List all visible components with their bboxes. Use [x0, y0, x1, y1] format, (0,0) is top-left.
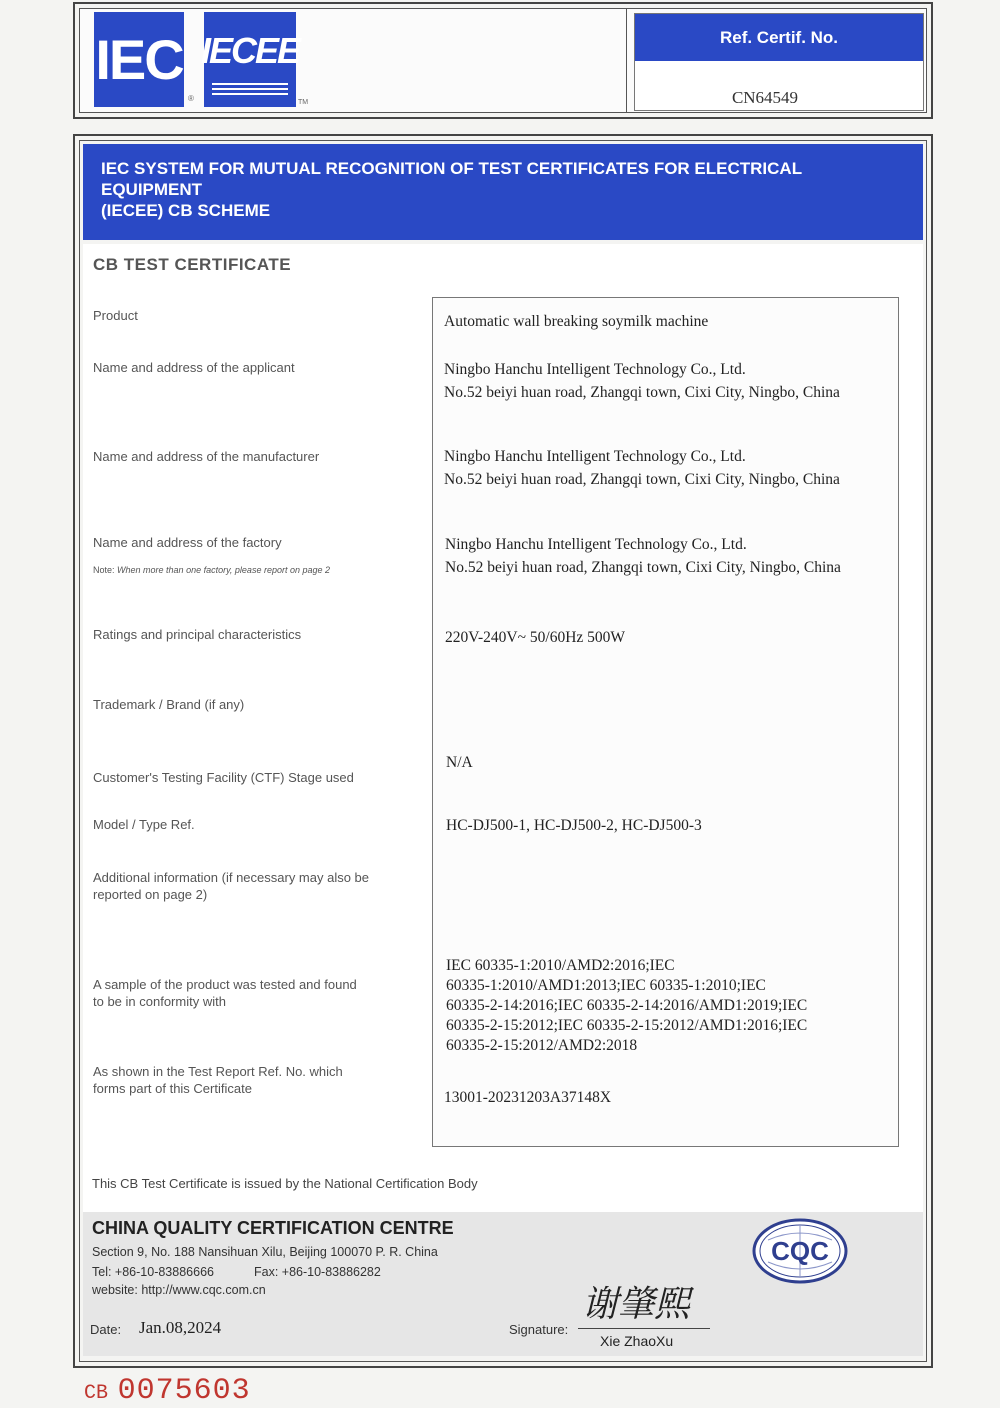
cqc-logo: [752, 1218, 848, 1284]
factory-address: No.52 beiyi huan road, Zhangqi town, Cixi City, Ningbo, China: [445, 559, 841, 576]
manufacturer-name: Ningbo Hanchu Intelligent Technology Co., Ltd.: [444, 448, 746, 465]
standards-line: 60335-2-14:2016;IEC 60335-2-14:2016/AMD1:2019;IEC: [446, 997, 808, 1014]
label-trademark: Trademark / Brand (if any): [93, 697, 245, 712]
label-applicant: Name and address of the applicant: [93, 360, 295, 375]
label-manufacturer: Name and address of the manufacturer: [93, 449, 320, 464]
iecee-logo: [200, 12, 300, 107]
label-report-line-1: As shown in the Test Report Ref. No. which: [93, 1064, 343, 1079]
iecee-logo-text: IECEE: [200, 29, 300, 71]
certificate-title: CB TEST CERTIFICATE: [93, 255, 292, 274]
iecee-logo-stripes: [212, 83, 288, 97]
value-report-ref: 13001-20231203A37148X: [444, 1089, 612, 1106]
date-label: Date:: [90, 1322, 122, 1337]
org-website: website: http://www.cqc.com.cn: [92, 1283, 266, 1297]
banner-line-1: IEC SYSTEM FOR MUTUAL RECOGNITION OF TEST CERTIFICATES FOR ELECTRICAL EQUIPMENT: [101, 159, 802, 199]
manufacturer-address: No.52 beiyi huan road, Zhangqi town, Cixi City, Ningbo, China: [444, 471, 840, 488]
value-standards: [446, 956, 807, 1056]
label-additional-line-2: reported on page 2): [93, 887, 208, 902]
iec-logo-text: IEC: [95, 28, 183, 91]
cqc-logo-text: CQC: [771, 1236, 829, 1266]
header-divider: [626, 8, 627, 113]
standards-line: 60335-2-15:2012/AMD2:2018: [446, 1037, 638, 1054]
applicant-address: No.52 beiyi huan road, Zhangqi town, Cixi City, Ningbo, China: [444, 384, 840, 401]
serial-prefix: CB: [84, 1382, 109, 1405]
registered-mark: ®: [188, 94, 194, 103]
label-ctf: Customer's Testing Facility (CTF) Stage used: [93, 770, 354, 785]
signatory-name: Xie ZhaoXu: [600, 1333, 674, 1349]
iec-logo: [94, 12, 184, 107]
label-report-line-2: forms part of this Certificate: [93, 1081, 252, 1096]
org-name: CHINA QUALITY CERTIFICATION CENTRE: [92, 1218, 454, 1238]
standards-line: 60335-1:2010/AMD1:2013;IEC 60335-1:2010;IEC: [446, 977, 766, 994]
signature-handwriting: 谢肇熙: [582, 1284, 691, 1325]
org-fax: Fax: +86-10-83886282: [254, 1265, 381, 1279]
label-conformity: [93, 976, 357, 1010]
signature-line: [578, 1328, 710, 1329]
value-model: HC-DJ500-1, HC-DJ500-2, HC-DJ500-3: [446, 817, 702, 834]
value-applicant: [444, 358, 840, 404]
signature-image: [578, 1276, 712, 1328]
serial-digits: 0075603: [117, 1374, 251, 1408]
date-value: Jan.08,2024: [139, 1318, 222, 1337]
label-additional: [93, 869, 369, 903]
factory-note-prefix: Note:: [93, 565, 115, 575]
standards-line: 60335-2-15:2012;IEC 60335-2-15:2012/AMD1:2016;IEC: [446, 1017, 808, 1034]
scheme-banner: [83, 144, 923, 240]
trademark-mark: TM: [298, 99, 309, 106]
label-conformity-line-2: to be in conformity with: [93, 994, 226, 1009]
issued-by-statement: This CB Test Certificate is issued by the National Certification Body: [92, 1176, 478, 1191]
value-product: Automatic wall breaking soymilk machine: [444, 313, 709, 330]
value-ratings: 220V-240V~ 50/60Hz 500W: [445, 629, 626, 646]
ref-cert-title: Ref. Certif. No.: [635, 14, 923, 61]
factory-name: Ningbo Hanchu Intelligent Technology Co., Ltd.: [445, 536, 747, 553]
value-ctf: N/A: [446, 754, 473, 771]
org-address: Section 9, No. 188 Nansihuan Xilu, Beijing 100070 P. R. China: [92, 1245, 438, 1259]
applicant-name: Ningbo Hanchu Intelligent Technology Co., Ltd.: [444, 361, 746, 378]
ref-cert-number: CN64549: [731, 88, 799, 107]
label-product: Product: [93, 308, 138, 323]
label-model: Model / Type Ref.: [93, 817, 195, 832]
label-report: [93, 1063, 343, 1097]
value-factory: [445, 533, 841, 579]
factory-note: [93, 565, 330, 575]
label-factory: Name and address of the factory: [93, 535, 282, 550]
standards-line: IEC 60335-1:2010/AMD2:2016;IEC: [446, 957, 675, 974]
org-tel: Tel: +86-10-83886666: [92, 1265, 214, 1279]
label-ratings: Ratings and principal characteristics: [93, 627, 302, 642]
factory-note-text: When more than one factory, please report on page 2: [117, 565, 330, 575]
banner-line-2: (IECEE) CB SCHEME: [101, 201, 271, 220]
label-conformity-line-1: A sample of the product was tested and found: [93, 977, 357, 992]
value-manufacturer: [444, 445, 840, 491]
label-additional-line-1: Additional information (if necessary may also be: [93, 870, 370, 885]
serial-number: [84, 1374, 251, 1408]
signature-label: Signature:: [509, 1322, 569, 1337]
